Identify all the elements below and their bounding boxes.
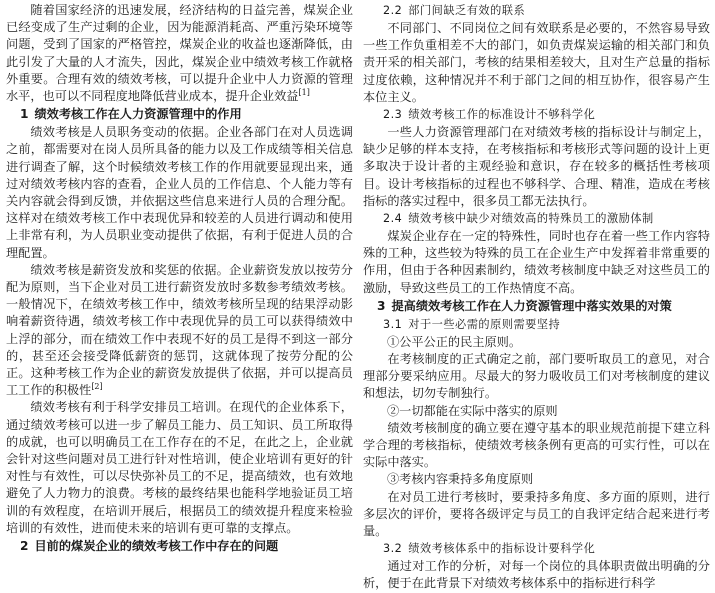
section-2-number: 2: [20, 539, 29, 554]
paragraph-3-2: 通过对工作的分析，对每一个岗位的具体职责做出明确的分析，便于在此背景下对绩效考核体系中的指标进行科学: [363, 559, 710, 591]
section-2-2-heading: 2.2 部门间缺乏有效的联系: [383, 4, 526, 17]
citation-1: [1]: [298, 87, 310, 97]
section-2-title: 目前的煤炭企业的绩效考核工作中存在的问题: [34, 539, 279, 554]
section-3-2-heading: 3.2 绩效考核体系中的指标设计要科学化: [383, 542, 596, 556]
section-3-heading: 3 提高绩效考核工作在人力资源管理中落实效果的对策: [377, 298, 672, 313]
principle-2-title: ②一切都能在实际中落实的原则: [387, 403, 558, 418]
left-column: [6, 2, 353, 556]
section-2-3-heading: 2.3 绩效考核工作的标准设计不够科学化: [383, 108, 596, 122]
section-1-number: 1: [20, 107, 29, 122]
principle-3-title: ③考核内容秉持多角度原则: [387, 472, 534, 487]
section-2-4-heading: 2.4 绩效考核中缺少对绩效高的特殊员工的激励体制: [383, 212, 654, 226]
paragraph-role-salary: 绩效考核是薪资发放和奖惩的依据。企业薪资发放以按劳分配为原则，当下企业对员工进行薪资发放时多数参考绩效考核。一般情况下，在绩效考核工作中，绩效考核所呈现的结果浮动影响着薪资待遇，绩效考核工作中表现优异的员工可以获得绩效中上浮的部分，而在绩效工作中表现不好的员工是得不到这一部分的，甚至还会接受降低薪资的惩罚，这就体现了按劳分配的公正。这种考核工作为企业的薪资发放提供了依据，并可以提高员工工作的积极性[2]: [6, 262, 353, 398]
principle-1-title: ①公平公正的民主原则。: [387, 334, 522, 349]
paragraph-2-4: 煤炭企业存在一定的特殊性，同时也存在着一些工作内容特殊的工种，这些较为特殊的员工在企业生产中发挥着非常重要的作用，但由于各种因素制约，绩效考核制度中缺乏对这些员工的激励，导致这些员工的工作热情度不高。: [363, 229, 710, 295]
paragraph-2-3: 一些人力资源管理部门在对绩效考核的指标设计与制定上，缺少足够的样本支持，在考核指标和考核形式等问题的设计上更多取决于设计者的主观经验和意识，存在较多的概括性考核项目。设计考核指标的过程也不够科学、合理、精准，造成在考核指标的落实过程中，很多员工都无法执行。: [363, 125, 710, 208]
principle-1-paragraph: 在考核制度的正式确定之前，部门要听取员工的意见，对合理部分要采纳应用。尽最大的努力吸收员工们对考核制度的建议和想法，切勿专制独行。: [363, 352, 710, 401]
paragraph-2-2: 不同部门、不同岗位之间有效联系是必要的，不然容易导致一些工作负重相差不大的部门，如负责煤炭运输的相关部门和负责开采的相关部门，考核的结果相差较大，且对生产总量的指标过度依赖，这种情况并不利于部门之间的相互协作，很容易产生本位主义。: [363, 21, 710, 104]
intro-paragraph: 随着国家经济的迅速发展，经济结构的日益完善，煤炭企业已经变成了生产过剩的企业，因为能源消耗高、严重污染环境等问题，受到了国家的严格管控，煤炭企业的收益也逐渐降低，由此引发了大量的人才流失，因此，煤炭企业中绩效考核工作就格外重要。合理有效的绩效考核，可以提升企业中人力资源的管理水平，也可以不同程度地降低营业成本，提升企业效益[1]: [6, 3, 353, 104]
paragraph-role-job-change: 绩效考核是人员职务变动的依据。企业各部门在对人员选调之前，都需要对在岗人员所具备的能力以及工作成绩等相关信息进行调查了解，这个时候绩效考核工作的作用就要显现出来，通过对绩效考核内容的查看，企业人员的工作信息、个人能力等有关内容就会得到反馈，并依据这些信息来进行人员的合理分配。这样对在绩效考核工作中表现优异和较差的人员进行调动和使用上非常有利，为人员职业变动提供了依据，有利于促进人员的合理配置。: [6, 125, 353, 260]
section-3-1-heading: 3.1 对于一些必需的原则需要坚持: [383, 317, 561, 331]
paragraph-role-training: 绩效考核有利于科学安排员工培训。在现代的企业体系下，通过绩效考核可以进一步了解员工能力、员工知识、员工所取得的成就，也可以明确员工在工作存在的不足，在此之上，企业就会针对这些问题对员工进行针对性培训，使企业培训有更好的针对性与有效性，可以尽快弥补员工的不足，提高绩效，也有效地避免了人力物力的浪费。考核的最终结果也能科学地验证员工培训的有效程度，在培训开展后，根据员工的绩效提升程度来检验培训的有效性，进而使未来的培训有更可靠的支撑点。: [6, 400, 353, 535]
section-1-title: 绩效考核工作在人力资源管理中的作用: [34, 107, 242, 122]
section-1-heading: [6, 105, 353, 124]
principle-2-paragraph: 绩效考核制度的确立要在遵守基本的职业规范前提下建立科学合理的考核指标，使绩效考核条例有更高的可实行性，可以在实际中落实。: [363, 420, 710, 470]
principle-3-paragraph: 在对员工进行考核时，要秉持多角度、多方面的原则，进行多层次的评价，要将各级评定与员工的自我评定结合起来进行考量。: [363, 489, 710, 539]
right-column: [363, 2, 710, 593]
citation-2: [2]: [91, 382, 103, 392]
section-2-heading: [6, 537, 353, 556]
